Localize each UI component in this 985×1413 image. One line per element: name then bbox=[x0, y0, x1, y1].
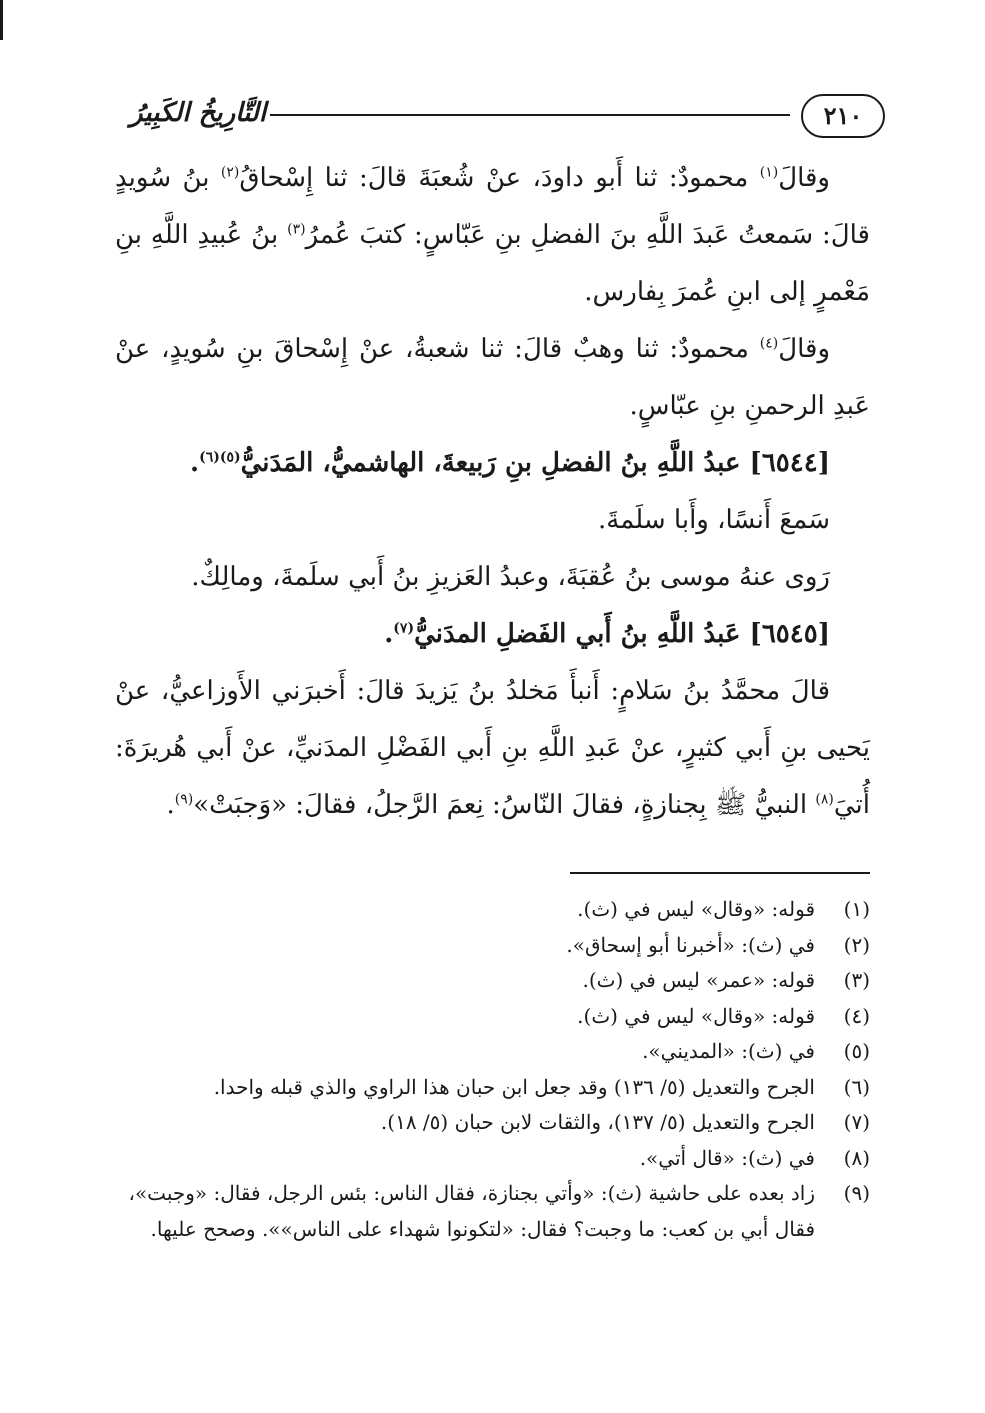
footnote-text: زاد بعده على حاشية (ث): «وأتي بجنازة، فقال الناس: بئس الرجل، فقال: «وجبت»، فقال أبي بن كعب: ما وجبت؟ فقال: «لتكونوا شهداء على الناس»». وصحح عليها. bbox=[128, 1181, 815, 1241]
footnote-ref-9: (٩) bbox=[174, 791, 194, 808]
p1-text-a: وقالَ bbox=[778, 163, 830, 193]
entry1-heading-end: . bbox=[190, 448, 200, 478]
footnote-3 bbox=[100, 963, 870, 999]
footnote-ref-8: (٨) bbox=[815, 791, 834, 808]
footnote-text: في (ث): «قال أتي». bbox=[639, 1145, 815, 1170]
p1-text-d: بنُ عُبيدِ اللَّهِ بنِ مَعْمرٍ إلى ابنِ عُمرَ بِفارس. bbox=[115, 220, 870, 307]
p2-text-b: محمودٌ: ثنا وهبٌ قالَ: ثنا شعبةُ، عنْ إِسْحاقَ بنِ سُويدٍ، عنْ عَبدِ الرحمنِ بنِ عبّاسٍ. bbox=[115, 334, 870, 421]
entry1-heading-text: [٦٥٤٤] عبدُ اللَّهِ بنُ الفضلِ بنِ رَبيعةَ، الهاشميُّ، المَدَنيُّ bbox=[240, 448, 830, 478]
footnote-number: (٤) bbox=[843, 1003, 870, 1028]
header-rule bbox=[270, 114, 790, 116]
scan-edge-mark bbox=[0, 0, 3, 40]
page-number: ٢١٠ bbox=[801, 94, 885, 138]
footnote-number: (٩) bbox=[843, 1181, 870, 1205]
entry-heading-6545 bbox=[115, 606, 870, 663]
footnote-number: (٧) bbox=[843, 1110, 870, 1134]
main-text bbox=[115, 150, 870, 834]
footnote-ref-1: (١) bbox=[759, 164, 779, 181]
entry-heading-6544 bbox=[115, 435, 870, 492]
footnote-number: (٥) bbox=[843, 1039, 870, 1063]
entry1-line-2: رَوى عنهُ موسى بنُ عُقبَةَ، وعبدُ العَزيزِ بنُ أَبي سلَمةَ، ومالِكٌ. bbox=[191, 562, 830, 592]
entry2-heading-end: . bbox=[384, 619, 394, 649]
footnote-text: قوله: «وقال» ليس في (ث). bbox=[577, 1003, 815, 1028]
footnote-4 bbox=[100, 999, 870, 1035]
footnotes bbox=[100, 892, 870, 1247]
paragraph-1 bbox=[115, 150, 870, 321]
footnote-ref-5-6: (٥)(٦) bbox=[199, 449, 241, 466]
footnote-number: (٨) bbox=[843, 1145, 870, 1170]
footnote-ref-2: (٢) bbox=[220, 164, 240, 181]
footnote-number: (٣) bbox=[843, 968, 870, 992]
footnote-ref-3: (٣) bbox=[287, 221, 306, 238]
entry1-line-1: سَمعَ أَنسًا، وأَبا سلَمةَ. bbox=[598, 505, 830, 535]
p1-text-c: بنُ سُويدٍ قالَ: سَمعتُ عَبدَ اللَّهِ بنَ الفضلِ بنِ عَبّاسٍ: كتبَ عُمرُ bbox=[115, 163, 870, 250]
book-title: التَّارِيخُ الكَبِيرُ bbox=[130, 98, 267, 128]
paragraph-2 bbox=[115, 321, 870, 435]
footnote-7 bbox=[100, 1105, 870, 1141]
footnote-text: قوله: «وقال» ليس في (ث). bbox=[577, 897, 815, 921]
footnote-5 bbox=[100, 1034, 870, 1070]
footnote-number: (٢) bbox=[843, 932, 870, 957]
p3-text-a: قالَ محمَّدُ بنُ سَلامٍ: أَنبأَ مَخلدُ بنُ يَزيدَ قالَ: أَخبرَني الأَوزاعيُّ، عنْ يَحيى بنِ أَبي كثيرٍ، عنْ عَبدِ اللَّهِ بنِ أَبي الفَضْلِ المدَنيِّ، عنْ أَبي هُريرَةَ: أُتيَ bbox=[115, 676, 870, 820]
footnote-ref-4: (٤) bbox=[759, 335, 779, 352]
footnote-6 bbox=[100, 1070, 870, 1106]
footnote-text: الجرح والتعديل (٥/ ١٣٧)، والثقات لابن حبان (٥/ ١٨). bbox=[380, 1110, 815, 1134]
footnote-9 bbox=[100, 1176, 870, 1247]
p2-text-a: وقالَ bbox=[778, 334, 830, 364]
footnote-text: الجرح والتعديل (٥/ ١٣٦) وقد جعل ابن حبان هذا الراوي والذي قبله واحدا. bbox=[213, 1074, 815, 1099]
footnote-number: (٦) bbox=[843, 1074, 870, 1099]
p3-text-b: النبيُّ ﷺ بِجنازةٍ، فقالَ النّاسُ: نِعمَ الرَّجلُ، فقالَ: «وَجبَتْ» bbox=[193, 790, 816, 820]
footnote-number: (١) bbox=[843, 897, 870, 921]
footnote-1 bbox=[100, 892, 870, 928]
footnote-ref-7: (٧) bbox=[393, 620, 415, 637]
footnote-text: قوله: «عمر» ليس في (ث). bbox=[582, 968, 815, 992]
footnote-2 bbox=[100, 928, 870, 964]
p1-text-b: محمودٌ: ثنا أَبو داودَ، عنْ شُعبَةَ قالَ: ثنا إِسْحاقُ bbox=[239, 163, 760, 193]
page-header bbox=[130, 90, 885, 140]
footnote-text: في (ث): «المديني». bbox=[642, 1039, 815, 1063]
entry2-heading-text: [٦٥٤٥] عَبدُ اللَّهِ بنُ أَبي الفَضلِ المدَنيُّ bbox=[414, 619, 830, 649]
footnote-text: في (ث): «أخبرنا أبو إسحاق». bbox=[566, 932, 815, 957]
footnote-8 bbox=[100, 1141, 870, 1177]
paragraph-3 bbox=[115, 663, 870, 834]
p3-text-c: . bbox=[166, 790, 175, 820]
footnote-separator bbox=[570, 872, 870, 874]
